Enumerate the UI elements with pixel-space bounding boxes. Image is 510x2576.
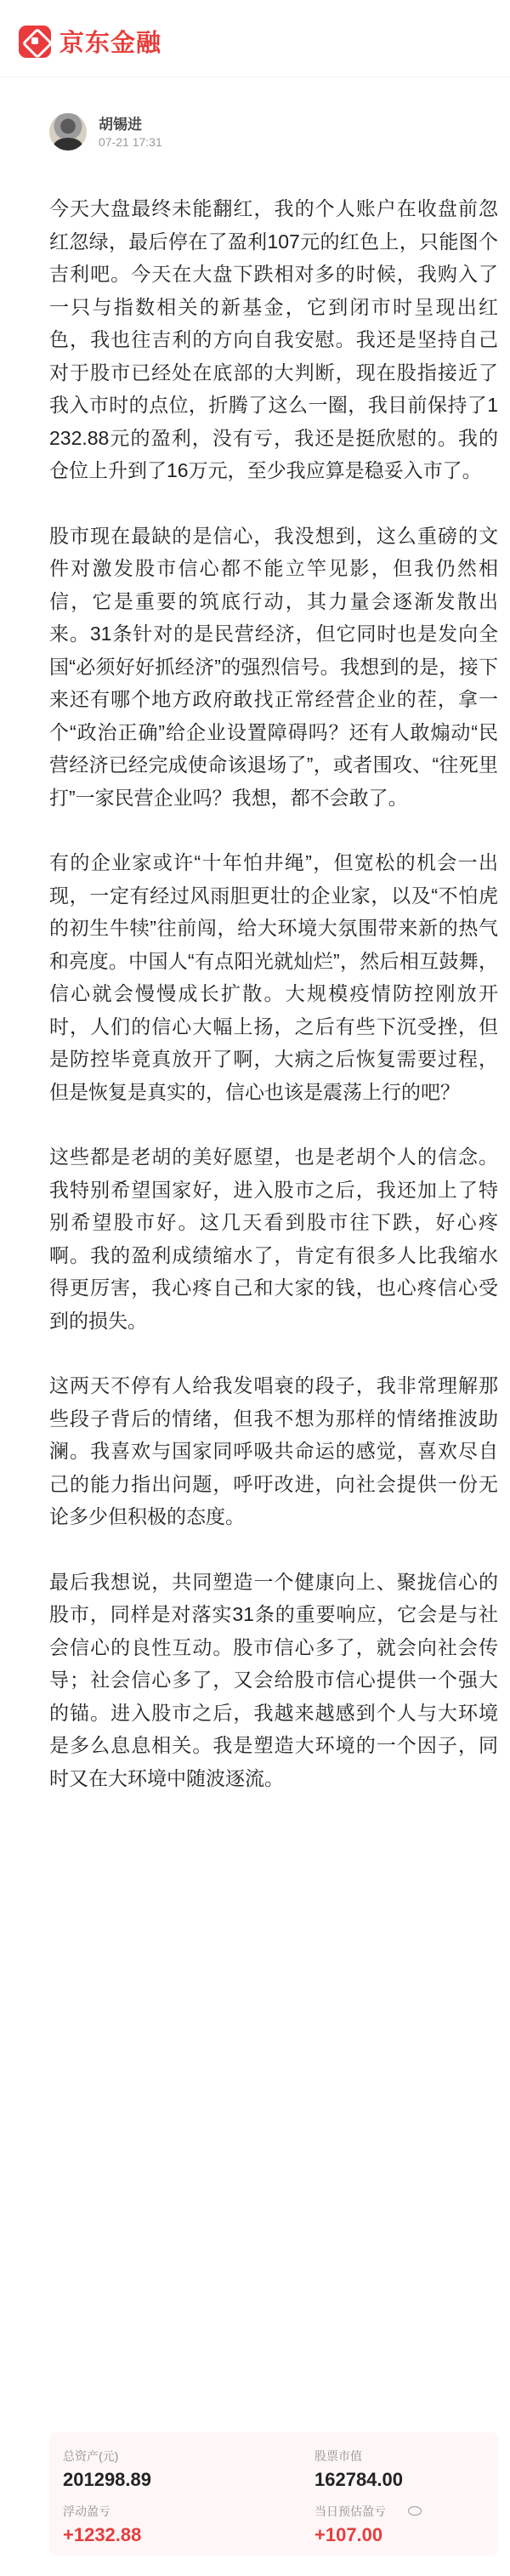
eye-icon[interactable] <box>408 2506 422 2516</box>
post-paragraph: 这两天不停有人给我发唱衰的段子，我非常理解那些段子背后的情绪，但我不想为那样的情绪推波助澜。我喜欢与国家同呼吸共命运的感觉，喜欢尽自己的能力指出问题，呼吁改进，向社会提供一份无论多少但积极的态度。 <box>49 1374 498 1527</box>
stock-market-value-label: 股票市值 <box>314 2449 362 2463</box>
post-author-section <box>0 77 510 171</box>
floating-pl-value: +1232.88 <box>63 2524 142 2545</box>
total-assets-value: 201298.89 <box>63 2469 151 2490</box>
post-paragraph: 这些都是老胡的美好愿望，也是老胡个人的信念。我特别希望国家好，进入股市之后，我还加上了特别希望股市好。这几天看到股市往下跌，好心疼啊。我的盈利成绩缩水了，肯定有很多人比我缩水得更厉害，我心疼自己和大家的钱，也心疼信心受到的损失。 <box>49 1146 498 1332</box>
today-pl-value: +107.00 <box>314 2524 383 2545</box>
floating-pl-label: 浮动盈亏 <box>63 2505 110 2518</box>
app-name: 京东金融 <box>60 30 162 57</box>
jd-finance-logo-icon <box>19 26 51 58</box>
post-content <box>49 192 498 1827</box>
post-paragraph: 有的企业家或许“十年怕井绳”，但宽松的机会一出现，一定有经过风雨胆更壮的企业家，以及“不怕虎的初生牛犊”往前闯，给大环境大氛围带来新的热气和亮度。中国人“有点阳光就灿烂”，然后相互鼓舞，信心就会慢慢成长扩散。大规模疫情防控刚放开时，人们的信心大幅上扬，之后有些下沉受挫，但是防控毕竟真放开了啊，大病之后恢复需要过程，但是恢复是真实的，信心也该是震荡上行的吧？ <box>49 851 498 1103</box>
today-pl-label: 当日预估盈亏 <box>314 2505 386 2518</box>
account-summary-card <box>49 2432 498 2556</box>
author-name[interactable]: 胡锡进 <box>99 117 142 133</box>
post-time: 07-21 17:31 <box>99 135 162 149</box>
post-paragraph: 股市现在最缺的是信心，我没想到，这么重磅的文件对激发股市信心都不能立竿见影，但我仍然相信，它是重要的筑底行动，其力量会逐渐发散出来。31条针对的是民营经济，但它同时也是发向全国“必须好好抓经济”的强烈信号。我想到的是，接下来还有哪个地方政府敢找正常经营企业的茬，拿一个“政治正确”给企业设置障碍吗？还有人敢煽动“民营经济已经完成使命该退场了”，或者围攻、“往死里打”一家民营企业吗？我想，都不会敢了。 <box>49 524 498 809</box>
total-assets-label: 总资产(元) <box>63 2449 119 2463</box>
author-avatar[interactable] <box>49 113 87 151</box>
post-paragraph: 最后我想说，共同塑造一个健康向上、聚拢信心的股市，同样是对落实31条的重要响应，它会是与社会信心的良性互动。股市信心多了，就会向社会传导；社会信心多了，又会给股市信心提供一个强大的锚。进入股市之后，我越来越感到个人与大环境是多么息息相关。我是塑造大环境的一个因子，同时又在大环境中随波逐流。 <box>49 1570 498 1789</box>
post-paragraph: 今天大盘最终未能翻红，我的个人账户在收盘前忽红忽绿，最后停在了盈利107元的红色上，只能图个吉利吧。今天在大盘下跌相对多的时候，我购入了一只与指数相关的新基金，它到闭市时呈现出红色，我也往吉利的方向自我安慰。我还是坚持自己对于股市已经处在底部的大判断，现在股指接近了我入市时的点位，折腾了这么一圈，我目前保持了1232.88元的盈利，没有亏，我还是挺欣慰的。我的仓位上升到了16万元，至少我应算是稳妥入市了。 <box>49 197 498 481</box>
app-header <box>0 0 510 77</box>
stock-market-value: 162784.00 <box>314 2469 403 2490</box>
jd-finance-logo <box>19 24 162 59</box>
